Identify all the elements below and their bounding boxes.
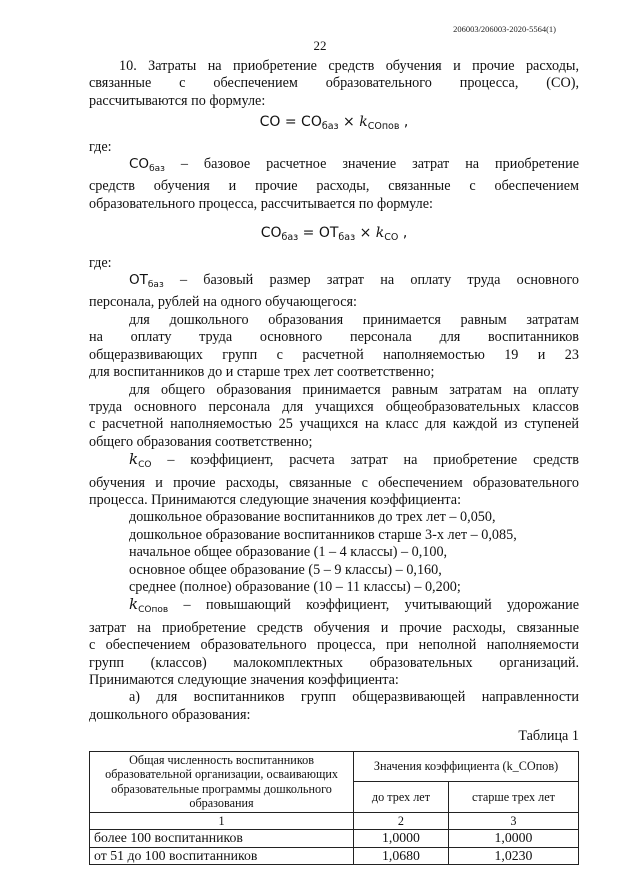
- k-copov-symbol: k: [129, 595, 139, 614]
- preschool-line3: общеразвивающих групп с расчетной наполняемостью 19 и 23: [89, 346, 579, 363]
- formula-co: [89, 114, 579, 135]
- preschool-line2: на оплату труда основного персонала для воспитанников: [89, 329, 579, 346]
- para10-line3: рассчитываются по формуле:: [89, 92, 266, 109]
- formula-co-tail: ,: [399, 114, 409, 131]
- ot-baz-subscript: баз: [147, 280, 164, 291]
- formula-co-sub1: баз: [321, 121, 339, 133]
- coefficient-list: [89, 509, 579, 596]
- ot-baz-line2: персонала, рублей на одного обучающегося:: [89, 294, 357, 311]
- preschool-line4: для воспитанников до и старше трех лет соответственно;: [89, 364, 435, 381]
- table-row-value-under3: 1,0000: [354, 830, 449, 848]
- formula-cobaz-lhs: СО: [260, 225, 282, 242]
- formula-cobaz-eq: = ОТ: [298, 225, 339, 242]
- table-row-label: более 100 воспитанников: [90, 830, 354, 848]
- k-copov-line3: с обеспечением образовательного процесса, при неполной наполняемости: [89, 637, 579, 654]
- general-line4: общего образования соответственно;: [89, 433, 313, 450]
- k-co-text1: – коэффициент, расчета затрат на приобретение средств: [151, 452, 579, 469]
- table-row-value-under3: 1,0680: [354, 847, 449, 865]
- co-baz-symbol: СО: [129, 156, 150, 173]
- item-a-line2: дошкольного образования:: [89, 706, 251, 723]
- formula-cobaz-times: ×: [355, 225, 376, 242]
- formula-co-lhs: СО = СО: [259, 114, 322, 131]
- formula-cobaz-sub1: баз: [281, 232, 299, 244]
- ot-baz-text1: – базовый размер затрат на оплату труда основного: [163, 272, 579, 289]
- k-co-line3: процесса. Принимаются следующие значения коэффициента:: [89, 491, 462, 508]
- document-body: [89, 58, 579, 865]
- k-copov-line5: Принимаются следующие значения коэффициента:: [89, 672, 399, 688]
- coefficient-item: дошкольное образование воспитанников старше 3-х лет – 0,085,: [129, 526, 517, 543]
- table-head-over3: старше трех лет: [448, 782, 578, 813]
- para10-line2: связанные с обеспечением образовательного процесса, (СО),: [89, 75, 579, 92]
- table-colnum-1: 1: [90, 812, 354, 830]
- formula-cobaz-tail: ,: [398, 225, 408, 242]
- formula-co-baz: [89, 225, 579, 246]
- table-caption: Таблица 1: [518, 728, 579, 745]
- document-id: 206003/206003-2020-5564(1): [453, 24, 556, 34]
- table-colnum-2: 2: [354, 812, 449, 830]
- table-row: [90, 847, 579, 865]
- co-baz-text1: – базовое расчетное значение затрат на приобретение: [164, 156, 579, 173]
- table-row: [90, 830, 579, 848]
- ot-baz-line1: [89, 272, 579, 294]
- formula-co-k: k: [359, 114, 368, 131]
- table-head-population: Общая численность воспитанников образовательной организации, осваивающих образовательные программы дошкольного образования: [90, 751, 354, 812]
- where-label-2: где:: [89, 254, 112, 271]
- page-number: 22: [313, 38, 327, 53]
- co-baz-line2: средств обучения и прочие расходы, связанные с обеспечением: [89, 178, 579, 195]
- general-line1: для общего образования принимается равным затратам на оплату: [129, 381, 579, 398]
- k-copov-line4: групп (классов) малокомплектных образовательных организаций.: [89, 654, 579, 671]
- k-copov-subscript: СОпов: [138, 605, 169, 616]
- table-row-value-over3: 1,0230: [448, 847, 578, 865]
- formula-co-times: ×: [338, 114, 360, 131]
- coefficient-item: дошкольное образование воспитанников до трех лет – 0,050,: [129, 509, 496, 526]
- general-line2: труда основного персонала для учащихся общеобразовательных классов: [89, 398, 579, 415]
- coefficient-item: основное общее образование (5 – 9 классы) – 0,160,: [129, 561, 442, 578]
- k-copov-text1: – повышающий коэффициент, учитывающий удорожание: [168, 597, 579, 614]
- table-colnum-3: 3: [448, 812, 578, 830]
- coefficient-table: [89, 751, 579, 866]
- ot-baz-symbol: ОТ: [129, 272, 148, 289]
- co-baz-line3: образовательного процесса, рассчитывается по формуле:: [89, 195, 433, 212]
- k-co-subscript: СО: [138, 460, 152, 471]
- table-head-under3: до трех лет: [354, 782, 449, 813]
- formula-co-sub2: СОпов: [367, 121, 400, 133]
- k-co-line2: обучения и прочие расходы, связанные с обеспечением образовательного: [89, 474, 579, 491]
- table-head-coefficient: Значения коэффициента (k_СОпов): [354, 751, 579, 782]
- item-a-line1: а) для воспитанников групп общеразвивающей направленности: [129, 689, 579, 706]
- where-label-1: где:: [89, 138, 112, 155]
- k-co-symbol: k: [129, 450, 139, 469]
- formula-cobaz-sub2: баз: [338, 232, 356, 244]
- co-baz-subscript: баз: [149, 164, 165, 175]
- preschool-line1: для дошкольного образования принимается равным затратам: [129, 311, 579, 328]
- co-baz-line1: [89, 156, 579, 178]
- k-copov-line2: затрат на приобретение средств обучения и прочие расходы, связанные: [89, 619, 579, 636]
- coefficient-item: начальное общее образование (1 – 4 классы) – 0,100,: [129, 544, 448, 561]
- formula-cobaz-sub3: СО: [384, 232, 399, 244]
- k-copov-line1: [89, 596, 579, 619]
- formula-cobaz-k: k: [375, 225, 385, 242]
- para10-line1: 10. Затраты на приобретение средств обучения и прочие расходы,: [119, 58, 579, 74]
- k-co-line1: [89, 451, 579, 474]
- general-line3: с расчетной наполняемостью 25 учащихся на класс для каждой из ступеней: [89, 416, 579, 433]
- coefficient-item: среднее (полное) образование (10 – 11 классы) – 0,200;: [129, 578, 461, 595]
- table-row-value-over3: 1,0000: [448, 830, 578, 848]
- table-row-label: от 51 до 100 воспитанников: [90, 847, 354, 865]
